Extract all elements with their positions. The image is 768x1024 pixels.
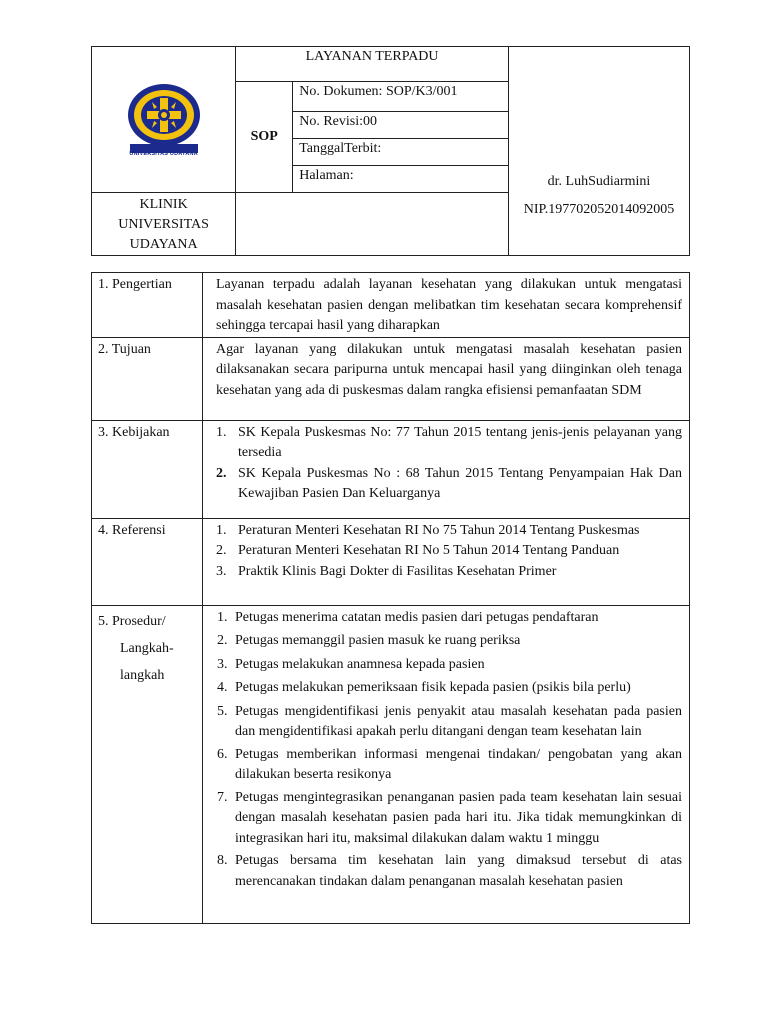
section-body-pengertian: Layanan terpadu adalah layanan kesehatan yang dilakukan untuk mengatasi masalah kesehatan pasien dengan melibatkan tim kesehatan secara komprehensif sehingga tercapai hasil yang diharapkan xyxy=(203,273,690,338)
list-number: 5. xyxy=(217,703,228,719)
list-item xyxy=(217,678,682,699)
tanggal-terbit: TanggalTerbit: xyxy=(293,139,509,166)
list-text: Petugas memberikan informasi mengenai tindakan/ pengobatan yang akan dilakukan beserta resikonya xyxy=(235,746,682,782)
no-dokumen: No. Dokumen: SOP/K3/001 xyxy=(293,82,509,112)
no-revisi: No. Revisi:00 xyxy=(293,112,509,139)
universitas-udayana-logo-icon xyxy=(124,82,204,156)
section-label-prosedur xyxy=(92,605,203,923)
list-text: Petugas mengidentifikasi jenis penyakit atau masalah kesehatan pada pasien dan mengidentifikasi apakah perlu ditangani dengan team kesehatan lain xyxy=(235,703,682,739)
section-body-kebijakan xyxy=(203,420,690,518)
prosedur-list xyxy=(217,608,682,893)
kebijakan-list xyxy=(216,423,682,505)
list-number: 6. xyxy=(217,746,228,762)
list-text: Petugas melakukan anamnesa kepada pasien xyxy=(235,656,485,672)
list-item xyxy=(217,631,682,652)
halaman: Halaman: xyxy=(293,166,509,193)
list-item xyxy=(216,521,682,542)
section-body-prosedur xyxy=(203,605,690,923)
clinic-name xyxy=(92,193,236,256)
label-line: 5. Prosedur/ xyxy=(98,613,166,629)
table-row xyxy=(92,518,690,605)
list-item xyxy=(217,655,682,676)
clinic-name-line: UNIVERSITAS xyxy=(118,217,209,232)
signature-cell xyxy=(508,47,689,256)
list-text: Praktik Klinis Bagi Dokter di Fasilitas Kesehatan Primer xyxy=(238,563,557,579)
section-label-tujuan: 2. Tujuan xyxy=(92,337,203,420)
list-text: SK Kepala Puskesmas No: 77 Tahun 2015 tentang jenis-jenis pelayanan yang tersedia xyxy=(238,424,682,460)
list-text: Petugas menerima catatan medis pasien dari petugas pendaftaran xyxy=(235,609,599,625)
clinic-name-line: UDAYANA xyxy=(129,237,198,252)
list-number: 7. xyxy=(217,789,228,805)
sop-header-table xyxy=(91,46,690,256)
list-item xyxy=(217,745,682,786)
list-number: 2. xyxy=(217,633,228,648)
logo-cell xyxy=(92,47,236,193)
list-number: 2. xyxy=(216,465,227,481)
section-body-tujuan: Agar layanan yang dilakukan untuk mengatasi masalah kesehatan pasien dilaksanakan secara paripurna untuk mencapai hasil yang diinginkan oleh tenaga kesehatan yang ada di puskesmas dalam rangka efisiensi pemanfaatan SDM xyxy=(203,337,690,420)
referensi-list xyxy=(216,521,682,583)
list-number: 1. xyxy=(216,522,227,538)
list-item xyxy=(217,702,682,743)
list-number: 1. xyxy=(217,609,228,625)
logo-text: UNIVERSITAS UDAYANA xyxy=(129,151,198,157)
clinic-name-line: KLINIK xyxy=(139,197,188,212)
section-label-kebijakan: 3. Kebijakan xyxy=(92,420,203,518)
list-text: Petugas melakukan pemeriksaan fisik kepada pasien (psikis bila perlu) xyxy=(235,680,631,695)
label-line: langkah xyxy=(120,667,165,683)
list-number: 3. xyxy=(216,563,227,579)
sop-label: SOP xyxy=(236,82,293,193)
table-row xyxy=(92,337,690,420)
list-number: 4. xyxy=(217,680,228,695)
section-label-referensi: 4. Referensi xyxy=(92,518,203,605)
section-body-referensi xyxy=(203,518,690,605)
list-text: Peraturan Menteri Kesehatan RI No 5 Tahun 2014 Tentang Panduan xyxy=(238,543,620,558)
list-item xyxy=(217,851,682,892)
list-item xyxy=(216,464,682,505)
list-text: SK Kepala Puskesmas No : 68 Tahun 2015 Tentang Penyampaian Hak Dan Kewajiban Pasien Dan Keluarganya xyxy=(238,465,682,501)
table-row xyxy=(92,420,690,518)
sop-content-table xyxy=(91,272,690,924)
list-item xyxy=(217,608,682,629)
list-item xyxy=(216,423,682,464)
label-line: Langkah- xyxy=(120,640,174,656)
list-text: Peraturan Menteri Kesehatan RI No 75 Tahun 2014 Tentang Puskesmas xyxy=(238,522,640,538)
list-number: 2. xyxy=(216,543,227,558)
signer-nip: NIP.197702052014092005 xyxy=(523,202,675,217)
signer-name: dr. LuhSudiarmini xyxy=(547,174,651,189)
list-text: Petugas bersama tim kesehatan lain yang dimaksud tersebut di atas merencanakan tindakan dalam penanganan masalah kesehatan pasien xyxy=(235,853,682,889)
list-item xyxy=(216,541,682,562)
list-number: 8. xyxy=(217,853,228,868)
list-text: Petugas memanggil pasien masuk ke ruang periksa xyxy=(235,633,521,648)
list-text: Petugas mengintegrasikan penanganan pasien pada team kesehatan lain sesuai dengan masalah kesehatan pasien pada hari itu. Jika tidak memungkinkan di integrasikan hari itu, maksimal dilakukan dalam waktu 1 minggu xyxy=(235,789,682,846)
section-label-pengertian: 1. Pengertian xyxy=(92,273,203,338)
list-item xyxy=(217,788,682,850)
empty-cell xyxy=(236,193,509,256)
document-title: LAYANAN TERPADU xyxy=(236,47,509,82)
list-number: 1. xyxy=(216,424,227,440)
table-row xyxy=(92,273,690,338)
list-item xyxy=(216,562,682,583)
table-row xyxy=(92,605,690,923)
list-number: 3. xyxy=(217,656,228,672)
